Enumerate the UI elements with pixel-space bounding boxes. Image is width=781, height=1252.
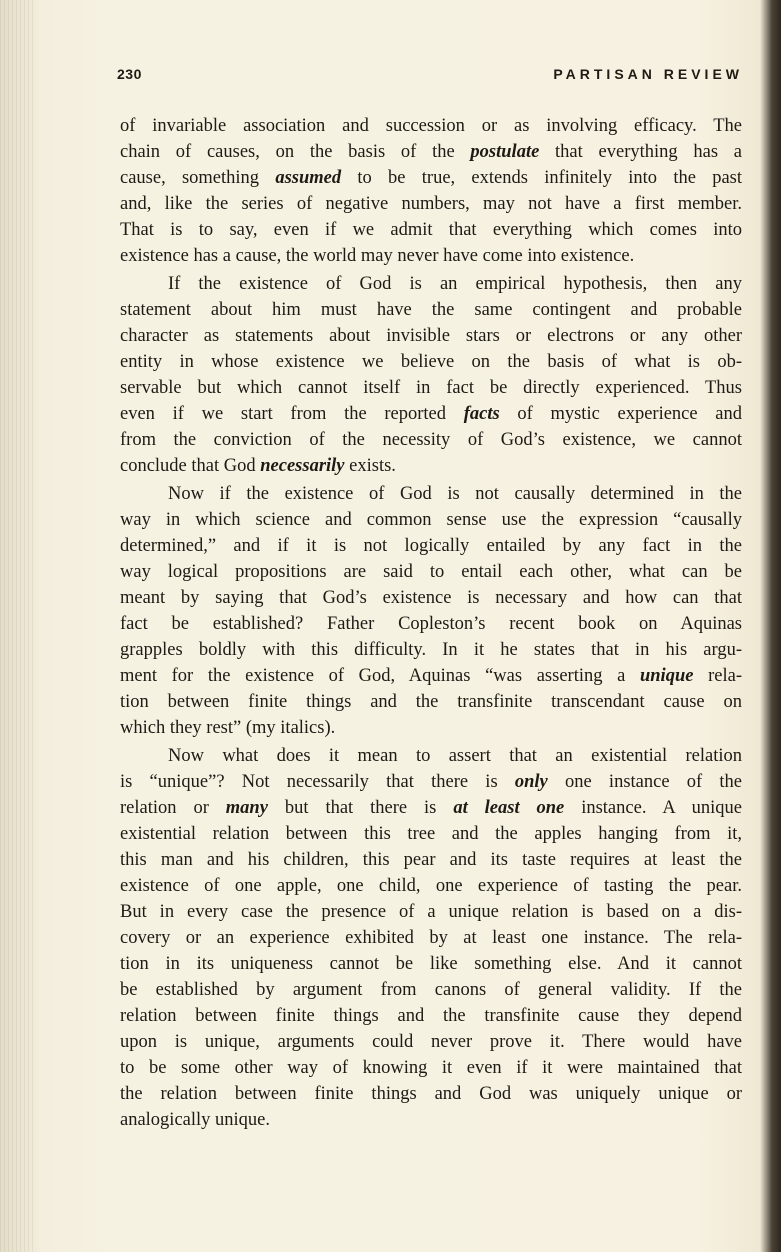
paragraph (120, 271, 742, 479)
text-line: entity in whose existence we believe on the basis of what is ob- (120, 352, 742, 372)
running-head (117, 66, 743, 90)
text-line: Now if the existence of God is not causally determined in the (168, 484, 742, 504)
text-line: grapples boldly with this difficulty. In it he states that in his argu- (120, 640, 742, 660)
text-line: chain of causes, on the basis of the postulate that everything has a (120, 142, 742, 162)
text-line: ment for the existence of God, Aquinas “was asserting a unique rela- (120, 666, 742, 686)
text-line: and, like the series of negative numbers, may not have a first member. (120, 194, 742, 214)
text-line: meant by saying that God’s existence is necessary and how can that (120, 588, 742, 608)
text-line: If the existence of God is an empirical hypothesis, then any (168, 274, 742, 294)
text-line: tion in its uniqueness cannot be like something else. And it cannot (120, 954, 742, 974)
paragraph (120, 481, 742, 741)
text-line: which they rest” (my italics). (120, 718, 336, 738)
text-line: be established by argument from canons of general validity. If the (120, 980, 742, 1000)
text-line: upon is unique, arguments could never prove it. There would have (120, 1032, 742, 1052)
text-line: tion between finite things and the transfinite transcendant cause on (120, 692, 742, 712)
text-line: That is to say, even if we admit that everything which comes into (120, 220, 742, 240)
text-line: statement about him must have the same contingent and probable (120, 300, 742, 320)
paragraph (120, 743, 742, 1133)
text-line: way in which science and common sense use the expression “causally (120, 510, 742, 530)
text-line: is “unique”? Not necessarily that there is only one instance of the (120, 772, 742, 792)
text-line: relation between finite things and the transfinite cause they depend (120, 1006, 742, 1026)
article-body (120, 113, 742, 1133)
text-line: Now what does it mean to assert that an existential relation (168, 746, 742, 766)
text-line: analogically unique. (120, 1110, 271, 1130)
text-line: to be some other way of knowing it even if it were maintained that (120, 1058, 742, 1078)
text-line: this man and his children, this pear and its taste requires at least the (120, 850, 742, 870)
page-number: 230 (117, 66, 142, 82)
text-line: conclude that God necessarily exists. (120, 456, 396, 476)
text-line: servable but which cannot itself in fact be directly experienced. Thus (120, 378, 742, 398)
text-line: existence of one apple, one child, one experience of tasting the pear. (120, 876, 742, 896)
text-line: character as statements about invisible stars or electrons or any other (120, 326, 742, 346)
text-line: covery or an experience exhibited by at least one instance. The rela- (120, 928, 742, 948)
text-line: way logical propositions are said to entail each other, what can be (120, 562, 742, 582)
text-line: But in every case the presence of a unique relation is based on a dis- (120, 902, 742, 922)
text-line: even if we start from the reported facts of mystic experience and (120, 404, 743, 424)
text-line: of invariable association and succession or as involving efficacy. The (120, 116, 742, 136)
text-line: from the conviction of the necessity of God’s existence, we cannot (120, 430, 742, 450)
text-line: fact be established? Father Copleston’s recent book on Aquinas (120, 614, 742, 634)
text-line: determined,” and if it is not logically entailed by any fact in the (120, 536, 742, 556)
paragraph (120, 113, 742, 269)
text-line: cause, something assumed to be true, extends infinitely into the past (120, 168, 742, 188)
text-line: existence has a cause, the world may never have come into existence. (120, 246, 635, 266)
text-line: existential relation between this tree and the apples hanging from it, (120, 824, 742, 844)
page-gutter (0, 0, 34, 1252)
journal-title: PARTISAN REVIEW (553, 66, 743, 82)
text-line: relation or many but that there is at least one instance. A unique (120, 798, 742, 818)
text-line: the relation between finite things and God was uniquely unique or (120, 1084, 742, 1104)
